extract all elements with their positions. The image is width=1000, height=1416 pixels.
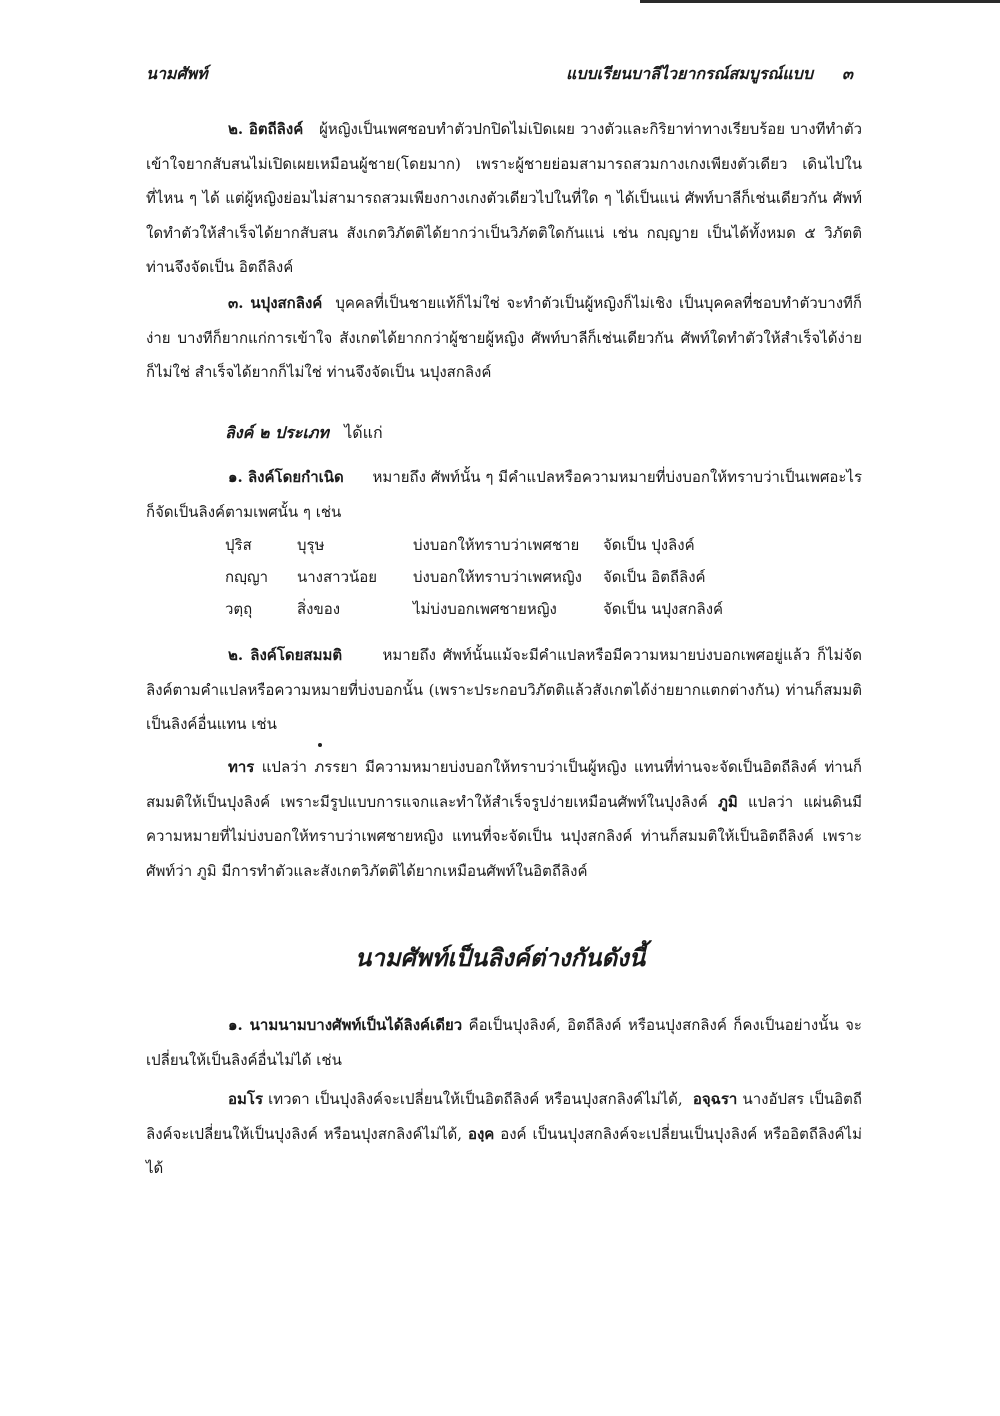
example-meaning: บ่งบอกให้ทราบว่าเพศชาย [413,536,580,554]
term-label: ๑. นามนามบางศัพท์เป็นได้ลิงค์เดียว [228,1016,463,1034]
example-result: จัดเป็น ปุงลิงค์ [603,536,695,554]
term-anga: องฺค [467,1124,495,1143]
term-label: ๓. นปุงสกลิงค์ [228,294,323,312]
example-meaning: บ่งบอกให้ทราบว่าเพศหญิง [413,568,582,586]
running-header-title: แบบเรียนบาลีไวยากรณ์สมบูรณ์แบบ [566,64,813,83]
example-result: จัดเป็น นปุงสกลิงค์ [603,600,724,618]
page-number: ๓ [842,64,853,83]
paragraph-text: คือเป็นปุงลิงค์, อิตถีลิงค์ หรือนปุงสกลิงค์ ก็คงเป็นอย่างนั้น จะเปลี่ยนให้เป็นลิงค์อื่นไม่ได้ เช่น [146,1016,862,1069]
paragraph-text: ผู้หญิงเป็นเพศชอบทำตัวปกปิดไม่เปิดเผย วางตัวและกิริยาท่าทางเรียบร้อย บางทีทำตัวเข้าใจยากสับสนไม่เปิดเผยเหมือนผู้ชาย(โดยมาก) เพราะผู้ชายย่อมสามารถสวมกางเกงเพียงตัวเดียว เดินไปในที่ไหน ๆ ได้ แต่ผู้หญิงย่อมไม่สามารถสวมเพียงกางเกงตัวเดียวไปในที่ใด ๆ ได้เป็นแน่ ศัพท์บาลีก็เช่นเดียวกัน ศัพท์ใดทำตัวให้สำเร็จได้ยากสับสน สังเกตวิภัตติได้ยากว่าเป็นวิภัตติใดกันแน่ เช่น กญฺญาย เป็นได้ทั้งหมด ๕ วิภัตติ ท่านจึงจัดเป็น อิตถีลิงค์ [146,120,862,276]
example-row [225,562,845,592]
paragraph-single-linga [146,1008,862,1077]
example-thai: บุรุษ [297,536,325,554]
paragraph-amara-examples [146,1082,862,1186]
term-bhumi: ภูมิ [717,792,738,811]
example-thai: นางสาวน้อย [297,568,378,586]
term-dara: ทาร [228,758,255,776]
section-title: นามศัพท์เป็นลิงค์ต่างกันดังนี้ [354,943,646,972]
linga-types-heading [225,421,383,446]
paragraph-itthi-linga [146,112,862,285]
term-label: ๑. ลิงค์โดยกำเนิด [228,468,344,486]
term-amara: อมโร [228,1090,264,1108]
example-row [225,530,845,560]
term-label: ๒. ลิงค์โดยสมมติ [228,646,343,664]
paragraph-text: หมายถึง ศัพท์นั้น ๆ มีคำแปลหรือความหมายที่บ่งบอกให้ทราบว่าเป็นเพศอะไร ก็จัดเป็นลิงค์ตามเพศนั้น ๆ เช่น [146,468,863,521]
example-row [225,594,845,624]
paragraph-text: แปลว่า ภรรยา มีความหมายบ่งบอกให้ทราบว่าเป็นผู้หญิง แทนที่ท่านจะจัดเป็นอิตถีลิงค์ ท่านก็สมมติให้เป็นปุงลิงค์ เพราะมีรูปแบบการแจกและทำให้สำเร็จรูปง่ายเหมือนศัพท์ในปุงลิงค์ [146,758,862,811]
top-border-line [640,0,1000,3]
example-meaning: ไม่บ่งบอกเพศชายหญิง [413,600,557,618]
paragraph-text: บุคคลที่เป็นชายแท้ก็ไม่ใช่ จะทำตัวเป็นผู้หญิงก็ไม่เชิง เป็นบุคคลที่ชอบทำตัวบางทีก็ง่าย บางทีก็ยากแก่การเข้าใจ สังเกตได้ยากกว่าผู้ชายผู้หญิง ศัพท์บาลีก็เช่นเดียวกัน ศัพท์ใดทำตัวให้สำเร็จได้ง่ายก็ไม่ใช่ สำเร็จได้ยากก็ไม่ใช่ ท่านจึงจัดเป็น นปุงสกลิงค์ [146,294,862,381]
example-pali: กญฺญา [225,568,269,586]
example-pali: วตฺถุ [225,600,253,618]
paragraph-text: หมายถึง ศัพท์นั้นแม้จะมีคำแปลหรือมีความหมายบ่งบอกเพศอยู่แล้ว ก็ไม่จัดลิงค์ตามคำแปลหรือความหมายที่บ่งบอกนั้น (เพราะประกอบวิภัตติแล้วสังเกตได้ง่ายยากแตกต่างกัน) ท่านก็สมมติเป็นลิงค์อื่นแทน เช่น [146,646,862,733]
paragraph-text: เทวดา เป็นปุงลิงค์จะเปลี่ยนให้เป็นอิตถีลิงค์ หรือนปุงสกลิงค์ไม่ได้, [268,1090,683,1108]
paragraph-text: แปลว่า แผ่นดินมีความหมายที่ไม่บ่งบอกให้ทราบว่าเพศชายหญิง แทนที่จะจัดเป็น นปุงสกลิงค์ ท่านก็สมมติให้เป็นอิตถีลิงค์ เพราะศัพท์ว่า ภูมิ มีการทำตัวและสังเกตวิภัตติได้ยากเหมือนศัพท์ในอิตถีลิงค์ [146,792,862,880]
paragraph-text: องค์ เป็นนปุงสกลิงค์จะเปลี่ยนเป็นปุงลิงค์ หรืออิตถีลิงค์ไม่ได้ [146,1124,862,1177]
paragraph-linga-by-birth [146,460,862,529]
paragraph-dara-bhumi [146,750,862,888]
example-pali: ปุริส [225,536,252,554]
example-result: จัดเป็น อิตถีลิงค์ [603,568,706,586]
running-header-left: นามศัพท์ [146,64,208,83]
paragraph-text: นางอัปสร เป็นอิตถีลิงค์จะเปลี่ยนให้เป็นปุงลิงค์ หรือนปุงสกลิงค์ไม่ได้, [146,1090,862,1143]
heading-suffix: ได้แก่ [344,423,383,442]
paragraph-napumsaka-linga [146,286,862,390]
heading-text: ลิงค์ ๒ ประเภท [225,423,329,442]
dot-mark [318,743,322,747]
paragraph-linga-by-convention [146,638,862,742]
term-accara: อจฺฉรา [692,1090,738,1108]
example-thai: สิ่งของ [297,600,341,618]
term-label: ๒. อิตถีลิงค์ [228,120,304,138]
